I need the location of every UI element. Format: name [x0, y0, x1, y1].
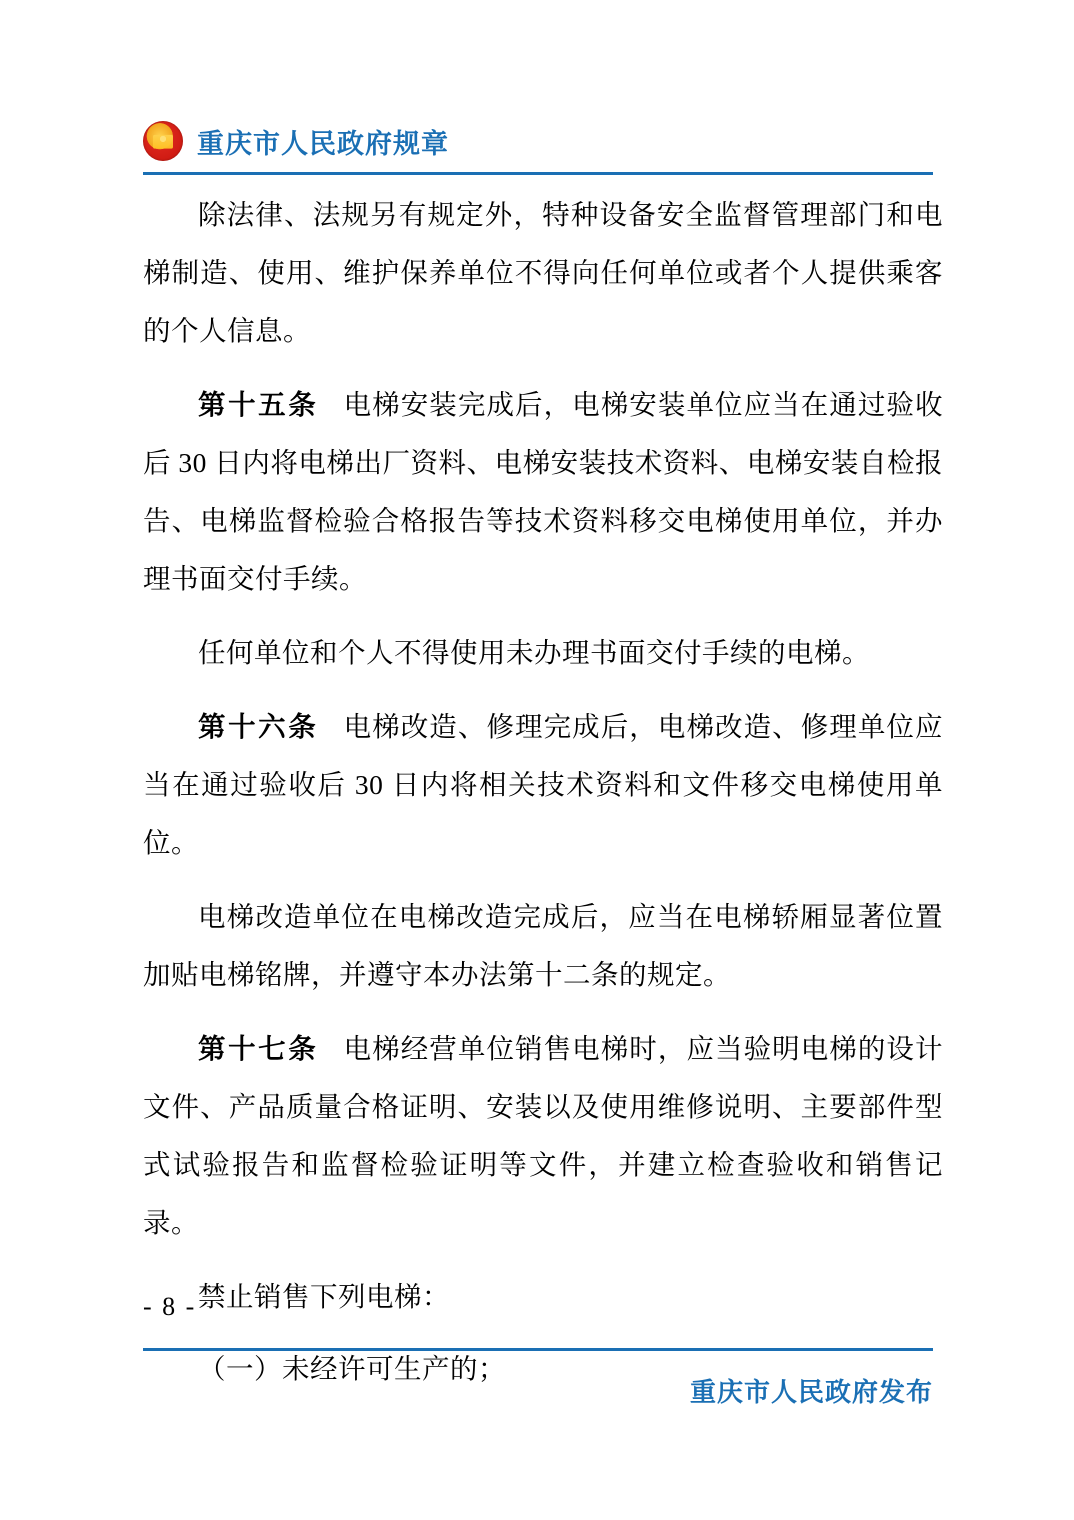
paragraph-text: 任何单位和个人不得使用未办理书面交付手续的电梯。 — [198, 637, 870, 668]
article-number: 第十五条 — [198, 389, 319, 420]
paragraph-text: 电梯安装完成后，电梯安装单位应当在通过验收后 30 日内将电梯出厂资料、电梯安装技术资料、电梯安装自检报告、电梯监督检验合格报告等技术资料移交电梯使用单位，并办理书面交付手续。 — [143, 389, 943, 594]
paragraph-privacy — [143, 186, 943, 360]
paragraph-article-15 — [143, 376, 943, 608]
document-body — [143, 186, 943, 1412]
footer-issuer: 重庆市人民政府发布 — [689, 1377, 933, 1407]
footer-divider — [143, 1348, 933, 1351]
paragraph-article-16 — [143, 698, 943, 872]
page-header — [143, 110, 933, 172]
paragraph-text: 电梯改造、修理完成后，电梯改造、修理单位应当在通过验收后 30 日内将相关技术资料和文件移交电梯使用单位。 — [143, 711, 943, 858]
paragraph-15-2 — [143, 624, 943, 682]
national-emblem-icon — [143, 121, 183, 161]
paragraph-text: 禁止销售下列电梯： — [198, 1281, 450, 1312]
paragraph-text: 电梯经营单位销售电梯时，应当验明电梯的设计文件、产品质量合格证明、安装以及使用维修说明、主要部件型式试验报告和监督检验证明等文件，并建立检查验收和销售记录。 — [143, 1033, 943, 1238]
paragraph-text: （一）未经许可生产的； — [198, 1353, 506, 1384]
header-title: 重庆市人民政府规章 — [197, 128, 449, 159]
article-number: 第十七条 — [198, 1033, 319, 1064]
page-number: - 8 - — [143, 1292, 197, 1321]
paragraph-text: 除法律、法规另有规定外，特种设备安全监督管理部门和电梯制造、使用、维护保养单位不得向任何单位或者个人提供乘客的个人信息。 — [143, 199, 943, 346]
header-divider — [143, 172, 933, 175]
paragraph-text: 电梯改造单位在电梯改造完成后，应当在电梯轿厢显著位置加贴电梯铭牌，并遵守本办法第十二条的规定。 — [143, 901, 943, 990]
paragraph-16-2 — [143, 888, 943, 1004]
article-number: 第十六条 — [198, 711, 319, 742]
paragraph-17-2 — [143, 1268, 943, 1326]
paragraph-article-17 — [143, 1020, 943, 1252]
